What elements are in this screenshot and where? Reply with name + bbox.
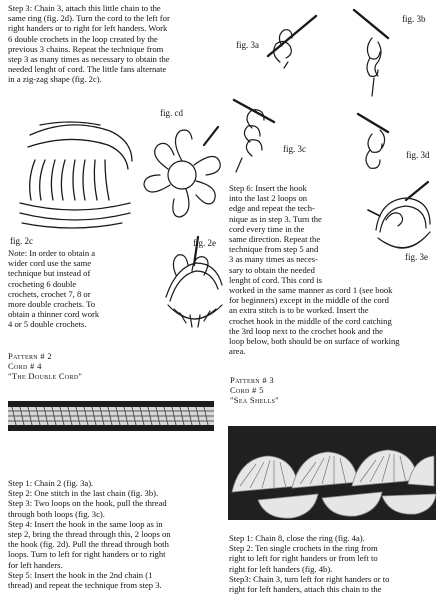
double-cord-photo	[8, 399, 214, 433]
step6-paragraph-wide: worked in the same manner as cord 1 (see book for beginners) except in the middle of the cord an extra stitch is to be worked. Insert the crochet hook in the middle of the cord catching the 3rd loop next to the crochet hook and the loop below, both should be on surface of working area.	[229, 285, 400, 357]
pattern2-steps: Step 1: Chain 2 (fig. 3a). Step 2: One stitch in the last chain (fig. 3b). Step 3: Two loops on the hook, pull the thread through both loops (fig. 3c). Step 4: Insert the hook in the same loop as in step 2, bring the thread through this, 2 loops on the hook (fig. 2d). Pull the thread through both loops. Turn to left for right handers or to right for left handers. Step 5: Insert the hook in the 2nd chain (1 thread) and repeat the technique from step 3.	[8, 478, 171, 591]
fig-cd-label: fig. cd	[160, 108, 183, 118]
pattern3-steps: Step 1: Chain 8, close the ring (fig. 4a). Step 2: Ten single crochets in the ring from right to left for right handers or from left to right for left handers (fig. 4b). Step3: Chain 3, turn left for right handers or to right for left handers, attach this chain to the	[229, 533, 390, 595]
note-paragraph: Note: In order to obtain a wider cord use the same technique but instead of crocheting 6 double crochets, crochet 7, 8 or more double crochets. To obtain a thinner cord work 4 or 5 double crochets.	[8, 248, 100, 330]
pattern2-number: Pattern # 2	[8, 351, 52, 361]
fig-2c-illustration	[10, 115, 140, 240]
fig-3d-illustration	[352, 108, 412, 178]
pattern3-heading	[230, 375, 279, 405]
fig-cd-illustration	[142, 125, 222, 225]
step3-paragraph: Step 3: Chain 3, attach this little chain to the same ring (fig. 2d). Turn the cord to the left for right handers or to right for left handers. Work 6 double crochets in the loop created by the previous 3 chains. Repeat the technique from step 3 as many times as necessary to obtain the needed lenght of cord. The little fans alternate in a zig-zag shape (fig. 2c).	[8, 3, 170, 85]
pattern3-title: "Sea Shells"	[230, 395, 279, 405]
sea-shells-photo	[228, 426, 436, 520]
pattern3-number: Pattern # 3	[230, 375, 274, 385]
fig-3e-illustration	[366, 180, 438, 260]
fig-3a-illustration	[258, 12, 318, 70]
fig-3e-label: fig. 3e	[405, 252, 428, 262]
fig-2e-illustration	[160, 235, 228, 335]
pattern2-cord: Cord # 4	[8, 361, 42, 371]
step6-paragraph-narrow: Step 6: Insert the hook into the last 2 loops on edge and repeat the tech- nique as in step 3. Turn the cord every time in the same direction. Repeat the technique from step 5 and 3 as many times as neces- sary to obtain the needed lenght of cord. This cord is	[229, 183, 322, 285]
fig-3a-label: fig. 3a	[236, 40, 259, 50]
fig-3c-illustration	[230, 98, 290, 173]
fig-3b-illustration	[348, 8, 408, 98]
pattern2-title: "The Double Cord"	[8, 371, 83, 381]
fig-2e-label: fig. 2e	[193, 238, 216, 248]
fig-3c-label: fig. 3c	[283, 144, 306, 154]
fig-3b-label: fig. 3b	[402, 14, 426, 24]
pattern2-heading	[8, 351, 82, 381]
fig-3d-label: fig. 3d	[406, 150, 430, 160]
pattern3-cord: Cord # 5	[230, 385, 264, 395]
fig-2c-label: fig. 2c	[10, 236, 33, 246]
